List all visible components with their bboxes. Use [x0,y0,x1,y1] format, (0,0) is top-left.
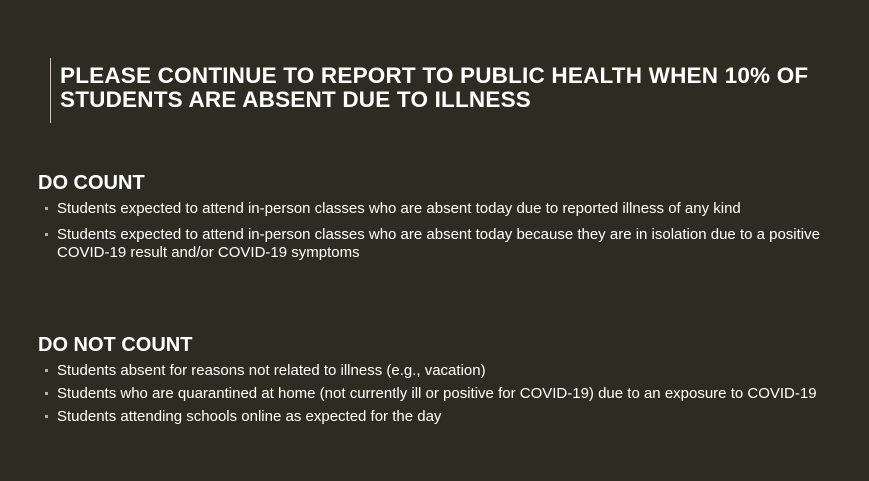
list-item-text: Students absent for reasons not related to illness (e.g., vacation) [57,362,486,379]
square-bullet-icon [45,207,48,210]
square-bullet-icon [45,233,48,236]
title-accent-rule [50,58,51,123]
list-item [38,200,838,218]
do-count-heading: DO COUNT [38,172,145,194]
list-item [38,385,838,403]
list-item [38,362,838,380]
do-not-count-heading: DO NOT COUNT [38,334,193,356]
list-item-text: Students expected to attend in-person classes who are absent today due to reported illness of any kind [57,200,741,217]
do-count-section [38,172,838,270]
list-item [38,408,838,426]
list-item-text: Students attending schools online as expected for the day [57,408,442,425]
square-bullet-icon [45,415,48,418]
do-not-count-section [38,334,838,431]
list-item [38,226,838,262]
list-item-text: Students expected to attend in-person classes who are absent today because they are in isolation due to a positive COVID-19 result and/or COVID-19 symptoms [57,226,820,261]
slide-title: PLEASE CONTINUE TO REPORT TO PUBLIC HEALTH WHEN 10% OF STUDENTS ARE ABSENT DUE TO ILLNESS [60,63,809,112]
do-not-count-list [38,362,838,426]
square-bullet-icon [45,369,48,372]
list-item-text: Students who are quarantined at home (not currently ill or positive for COVID-19) due to an exposure to COVID-19 [57,385,817,402]
square-bullet-icon [45,392,48,395]
do-count-list [38,200,838,262]
